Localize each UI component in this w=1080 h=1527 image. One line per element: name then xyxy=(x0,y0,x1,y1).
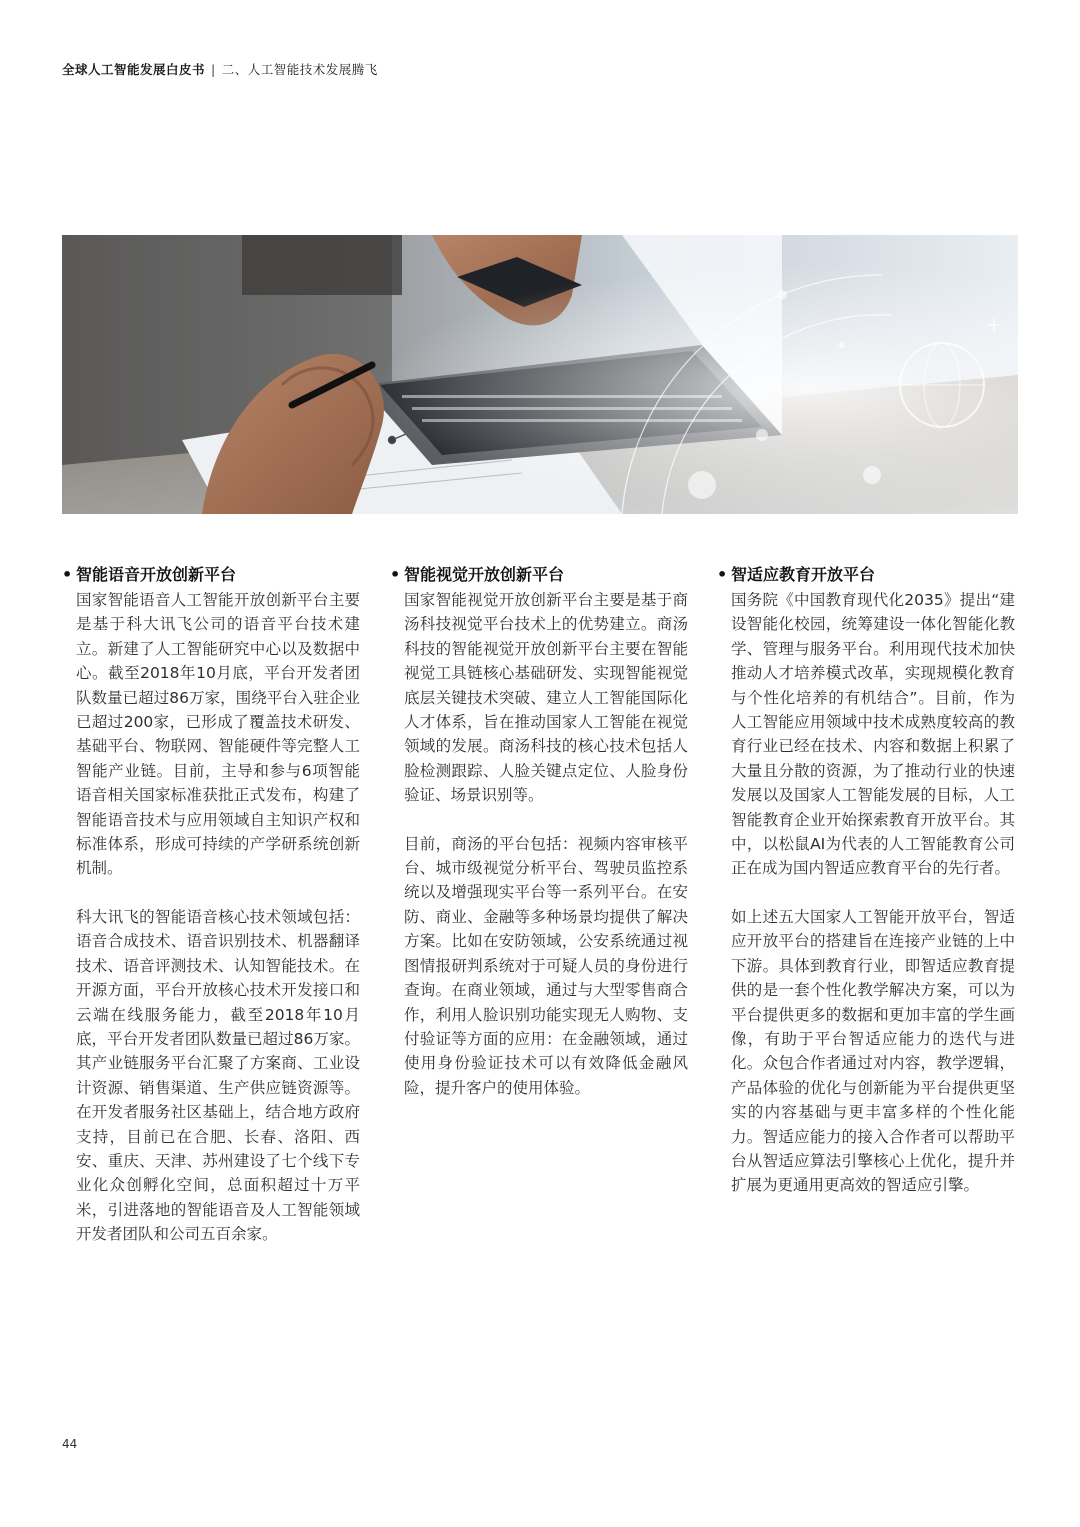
paragraph: 目前，商汤的平台包括：视频内容审核平台、城市级视觉分析平台、驾驶员监控系统以及增强现实平台等一系列平台。在安防、商业、金融等多种场景均提供了解决方案。比如在安防领域，公安系统通过视图情报研判系统对于可疑人员的身份进行查询。在商业领域，通过与大型零售商合作，利用人脸识别功能实现无人购物、支付验证等方面的应用：在金融领域，通过使用身份验证技术可以有效降低金融风险，提升客户的使用体验。 xyxy=(404,834,688,1097)
bullet-icon: • xyxy=(390,565,401,584)
column-vision-platform xyxy=(390,562,688,1124)
section-title xyxy=(390,562,688,588)
section-title-text: 智能语音开放创新平台 xyxy=(76,565,237,584)
column-adaptive-education-platform xyxy=(717,562,1015,1222)
paragraph: 如上述五大国家人工智能开放平台，智适应开放平台的搭建旨在连接产业链的上中下游。具体到教育行业，即智适应教育提供的是一套个性化教学解决方案，可以为平台提供更多的数据和更加丰富的学生画像，有助于平台智适应能力的迭代与进化。众包合作者通过对内容，教学逻辑，产品体验的优化与创新能为平台提供更坚实的内容基础与更丰富多样的个性化能力。智适应能力的接入合作者可以帮助平台从智适应算法引擎核心上优化，提升并扩展为更通用更高效的智适应引擎。 xyxy=(731,907,1015,1195)
paragraph: 国家智能视觉开放创新平台主要是基于商汤科技视觉平台技术上的优势建立。商汤科技的智能视觉开放创新平台主要在智能视觉工具链核心基础研发、实现智能视觉底层关键技术突破、建立人工智能国际化人才体系，旨在推动国家人工智能在视觉领域的发展。商汤科技的核心技术包括人脸检测跟踪、人脸关键点定位、人脸身份验证、场景识别等。 xyxy=(404,591,688,805)
page-number: 44 xyxy=(62,1437,78,1451)
bullet-icon: • xyxy=(717,565,728,584)
column-speech-platform xyxy=(62,562,360,1271)
header-separator: | xyxy=(211,62,216,77)
section-title xyxy=(62,562,360,588)
paragraph: 国家智能语音人工智能开放创新平台主要是基于科大讯飞公司的语音平台技术建立。新建了人工智能研究中心以及数据中心。截至2018年10月底，平台开发者团队数量已超过86万家，围绕平台入驻企业已超过200家，已形成了覆盖技术研发、基础平台、物联网、智能硬件等完整人工智能产业链。目前，主导和参与6项智能语音相关国家标准获批正式发布，构建了智能语音技术与应用领域自主知识产权和标准体系，形成可持续的产学研系统创新机制。 xyxy=(76,591,360,878)
hero-photo xyxy=(62,235,1018,514)
section-title-text: 智适应教育开放平台 xyxy=(731,565,876,584)
header-title: 全球人工智能发展白皮书 xyxy=(62,62,206,77)
bullet-icon: • xyxy=(62,565,73,584)
hands-laptop-phone-photo-icon xyxy=(62,235,1018,514)
section-title-text: 智能视觉开放创新平台 xyxy=(404,565,565,584)
section-title xyxy=(717,562,1015,588)
header-section: 二、人工智能技术发展腾飞 xyxy=(221,62,378,77)
running-header xyxy=(62,60,378,78)
paragraph: 国务院《中国教育现代化2035》提出“建设智能化校园，统筹建设一体化智能化教学、管理与服务平台。利用现代技术加快推动人才培养模式改革，实现规模化教育与个性化培养的有机结合”。目前，作为人工智能应用领域中技术成熟度较高的教育行业已经在技术、内容和数据上积累了大量且分散的资源，为了推动行业的快速发展以及国家人工智能发展的目标，人工智能教育企业开始探索教育开放平台。其中，以松鼠AI为代表的人工智能教育公司正在成为国内智适应教育平台的先行者。 xyxy=(731,591,1015,878)
paragraph: 科大讯飞的智能语音核心技术领域包括：语音合成技术、语音识别技术、机器翻译技术、语音评测技术、认知智能技术。在开源方面，平台开放核心技术开发接口和云端在线服务能力，截至2018年10月底，平台开发者团队数量已超过86万家。其产业链服务平台汇聚了方案商、工业设计资源、销售渠道、生产供应链资源等。在开发者服务社区基础上，结合地方政府支持，目前已在合肥、长春、洛阳、西安、重庆、天津、苏州建设了七个线下专业化众创孵化空间，总面积超过十万平米，引进落地的智能语音及人工智能领域开发者团队和公司五百余家。 xyxy=(76,907,360,1244)
